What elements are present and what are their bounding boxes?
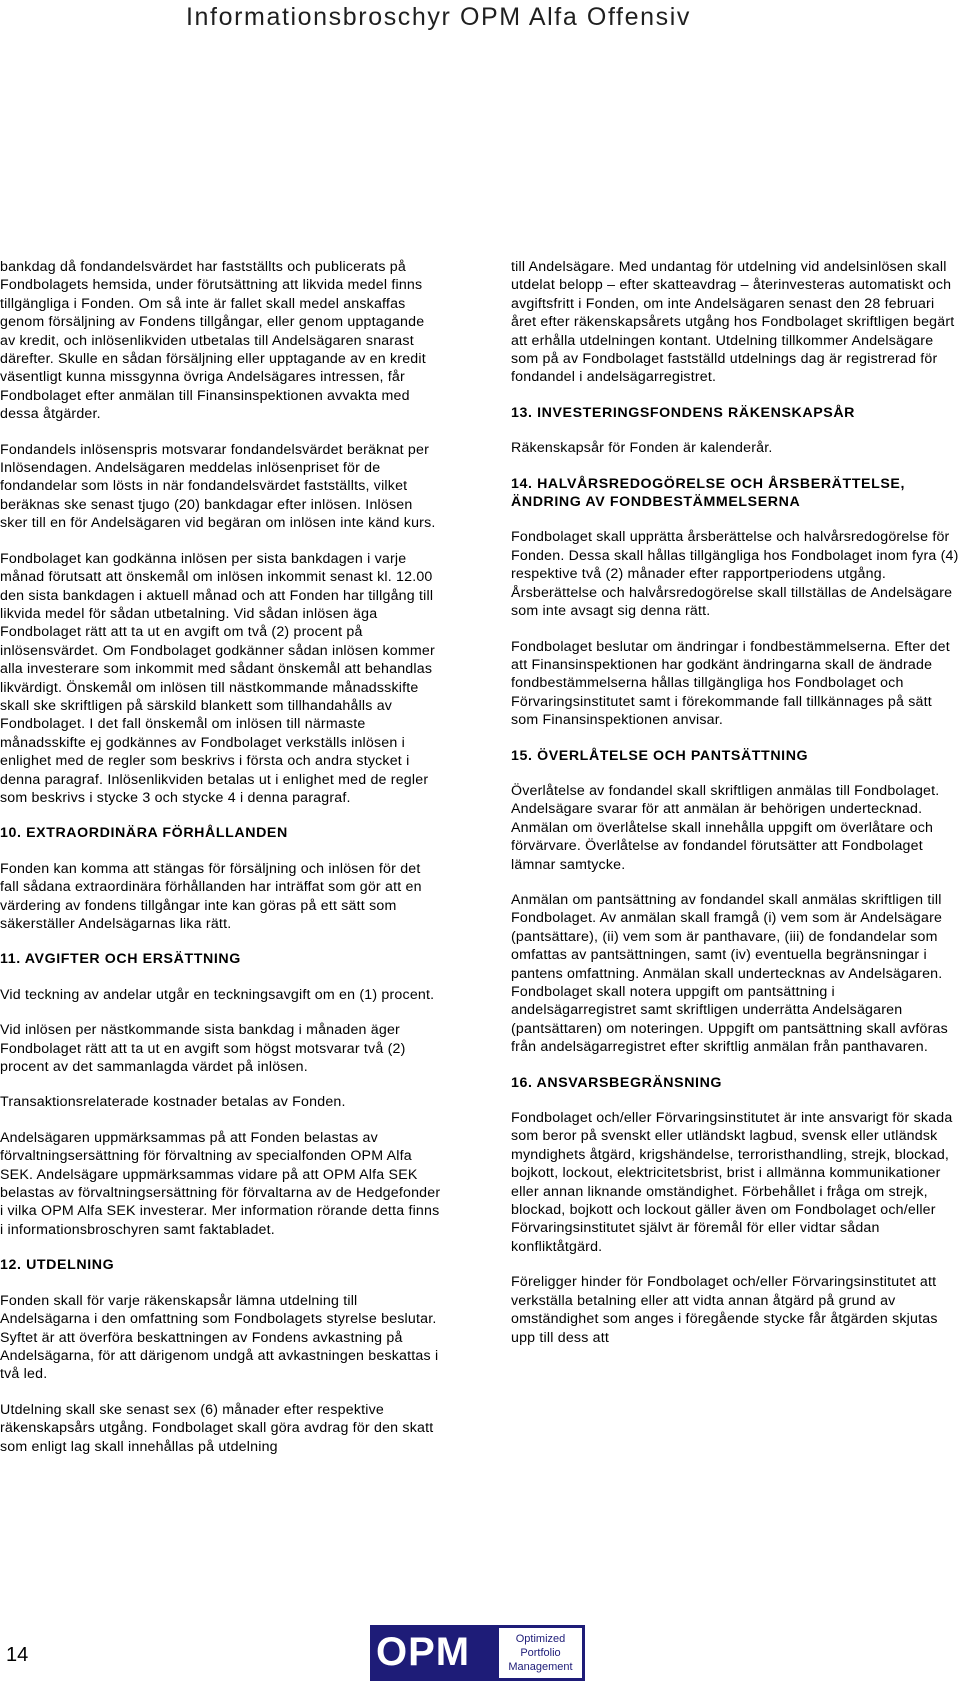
paragraph: Fonden skall för varje räkenskapsår lämna utdelning till Andelsägarna i den omfattning som Fondbolagets styrelse beslutar. Syftet är att överföra beskattningen av Fondens avkastning på Andelsägarna, för att därigenom undgå att avkastningen beskattas i två led. — [0, 1292, 439, 1383]
paragraph: Föreligger hinder för Fondbolaget och/eller Förvaringsinstitutet att verkställa betalning eller att vidta annan åtgärd på grund av omständighet som anges i föregående stycke får åtgärden skjutas upp till dess att — [511, 1274, 938, 1346]
section-heading: 10. EXTRAORDINÄRA FÖRHÅLLANDEN — [0, 825, 288, 842]
section-heading: 13. INVESTERINGSFONDENS RÄKENSKAPSÅR — [511, 404, 856, 421]
section-heading: 11. AVGIFTER OCH ERSÄTTNING — [0, 951, 241, 968]
logo-subtitle-line: Portfolio — [520, 1647, 561, 1659]
document-title: Informationsbroschyr OPM Alfa Offensiv — [186, 3, 691, 31]
paragraph: Fondbolaget skall upprätta årsberättelse och halvårsredogörelse för Fonden. Dessa skall hållas tillgängliga hos Fondbolaget inom fyra (4) respektive två (2) månader efter rapportperiodens utgång. Årsberättelse och halvårsredogörelse skall tillställas de Andelsägare som inte avsagt sig denna rätt. — [511, 529, 959, 620]
paragraph: Fondbolaget och/eller Förvaringsinstitutet är inte ansvarigt för skada som beror på svenskt eller utländskt lagbud, svensk eller utländsk myndighets åtgärd, krigshändelse, terroristhandling, strejk, blockad, bojkott, lockout, elektricitetsbrist, brist i allmänna kommunikationer eller annan liknande omständighet. Förbehållet i fråga om strejk, blockad, bojkott och lockout gäller även om Fondbolaget och/eller Förvaringsinstitutet självt är föremål för eller vidtar sådan konfliktåtgärd. — [511, 1110, 953, 1255]
section-heading: 14. HALVÅRSREDOGÖRELSE OCH ÅRSBERÄTTELSE, ÄNDRING AV FONDBESTÄMMELSERNA — [511, 475, 906, 511]
logo-subtitle-box — [499, 1628, 582, 1678]
logo-text: OPM — [376, 1630, 471, 1674]
paragraph: Fondbolaget beslutar om ändringar i fondbestämmelserna. Efter det att Finansinspektionen har godkänt ändringarna skall de ändrade fondbestämmelserna hållas tillgängliga hos Fondbolaget och Förvaringsinstitutet samt i förekommande fall tillkännages på sätt som Finansinspektionen anvisar. — [511, 638, 950, 729]
paragraph: Vid inlösen per nästkommande sista bankdag i månaden äger Fondbolaget rätt att ta ut en avgift som högst motsvarar två (2) procent av det sammanlagda värdet på inlösen. — [0, 1022, 406, 1076]
paragraph: Vid teckning av andelar utgår en teckningsavgift om en (1) procent. — [0, 986, 435, 1003]
paragraph: Andelsägaren uppmärksammas på att Fonden belastas av förvaltningsersättning för förvaltning av specialfonden OPM Alfa SEK. Andelsägare uppmärksammas vidare på att OPM Alfa SEK belastas av förvaltningsersättning för förvaltarna av de Hedgefonder i vilka OPM Alfa SEK investerar. Mer information rörande detta finns i informationsbroschyren samt faktabladet. — [0, 1129, 441, 1238]
logo-subtitle-line: Management — [508, 1661, 573, 1673]
paragraph: Fondbolaget kan godkänna inlösen per sista bankdagen i varje månad förutsatt att önskemål om inlösen inkommit senast kl. 12.00 den sista bankdagen i aktuell månad och att Fonden har tillgång till likvida medel för sådan utbetalning. Vid sådan inlösen äga Fondbolaget rätt att ta ut en avgift om två (2) procent på inlösensvärdet. Om Fondbolaget godkänner sådan inlösen kommer alla investerare som inkommit med sådant önskemål att behandlas likvärdigt. Önskemål om inlösen till nästkommande månadsskifte skall ske skriftligen på särskild blankett som tillhandahålls av Fondbolaget. I det fall önskemål om inlösen till närmaste månadsskifte ej godkännes av Fondbolaget verkställs inlösen i enlighet med de regler som beskrivs i första och andra stycket i denna paragraf. Inlösenlikviden betalas ut i enlighet med de regler som beskrivs i stycke 3 och stycke 4 i denna paragraf. — [0, 550, 435, 806]
paragraph: Räkenskapsår för Fonden är kalenderår. — [511, 440, 773, 457]
left-column — [0, 258, 442, 1473]
page-number: 14 — [6, 1644, 29, 1666]
page-header — [0, 0, 960, 40]
right-column — [511, 258, 959, 1364]
section-heading: 12. UTDELNING — [0, 1257, 115, 1274]
logo-subtitle-line: Optimized — [515, 1633, 566, 1645]
section-heading: 15. ÖVERLÅTELSE OCH PANTSÄTTNING — [511, 747, 809, 764]
paragraph: Överlåtelse av fondandel skall skriftligen anmälas till Fondbolaget. Andelsägare svarar för att anmälan är behörigen undertecknad. Anmälan om överlåtelse skall innehålla uppgift om överlåtare och förvärvare. Överlåtelse av fondandel förutsätter att Fondbolaget lämnar samtycke. — [511, 782, 940, 873]
paragraph: Transaktionsrelaterade kostnader betalas av Fonden. — [0, 1094, 346, 1111]
paragraph: Fonden kan komma att stängas för försäljning och inlösen för det fall sådana extraordinära förhållanden har inträffat som gör att en värdering av fondens tillgångar inte kan göras på ett sätt som säkerställer Andelsägarnas lika rätt. — [0, 860, 422, 932]
paragraph: bankdag då fondandelsvärdet har fastställts och publicerats på Fondbolagets hemsida, under förutsättning att likvida medel finns tillgängliga i Fonden. Om så inte är fallet skall medel anskaffas genom försäljning av Fondens tillgångar, eller genom upptagande av kredit, och inlösenlikviden utbetalas till Andelsägaren snarast därefter. Skulle en sådan försäljning eller upptagande av en kredit väsentligt kunna missgynna övriga Andelsägares intressen, får Fondbolaget efter anmälan till Finansinspektionen avvakta med dessa åtgärder. — [0, 259, 426, 423]
paragraph: Utdelning skall ske senast sex (6) månader efter respektive räkenskapsårs utgång. Fondbolaget skall göra avdrag för den skatt som enligt lag skall innehållas på utdelning — [0, 1401, 434, 1455]
paragraph: Fondandels inlösenspris motsvarar fondandelsvärdet beräknat per Inlösendagen. Andelsägaren meddelas inlösenpriset för de fondandelar som lösts in när fondandelsvärdet fastställts, vilket beräknas ske senast tjugo (20) bankdagar efter inlösen. Inlösen sker till en för Andelsägaren vid begäran om inlösen inte känd kurs. — [0, 441, 436, 532]
opm-logo — [370, 1625, 585, 1681]
section-heading: 16. ANSVARSBEGRÄNSNING — [511, 1074, 723, 1091]
paragraph: till Andelsägare. Med undantag för utdelning vid andelsinlösen skall utdelat belopp – efter skatteavdrag – återinvesteras automatiskt och avgiftsfritt i Fonden, om inte Andelsägaren senast den 28 februari året efter räkenskapsårets utgång hos Fondbolaget skriftligen begärt att erhålla utdelningen kontant. Utdelning tillkommer Andelsägare som på av Fondbolaget fastställd utdelnings dag är registrerad för fondandel i andelsägarregistret. — [511, 259, 955, 386]
paragraph: Anmälan om pantsättning av fondandel skall anmälas skriftligen till Fondbolaget. Av anmälan skall framgå (i) vem som är Andelsägare (pantsättare), (ii) vem som är panthavare, (iii) de fondandelar som omfattas av pantsättningen, samt (iv) eventuella begränsningar i pantens omfattning. Anmälan skall undertecknas av Andelsägaren. Fondbolaget skall notera uppgift om pantsättning i andelsägarregistret samt skriftligen underrätta Andelsägaren (pantsättaren) om noteringen. Uppgift om pantsättning skall avföras från andelsägarregistret efter skriftlig anmälan från panthavaren. — [511, 891, 948, 1056]
